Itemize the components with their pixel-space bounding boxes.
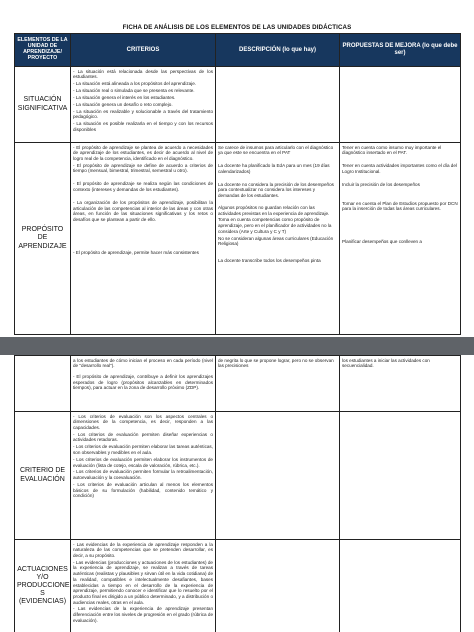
- descripcion-cell: [216, 412, 340, 540]
- table-row: [15, 143, 461, 335]
- criterio-item: - Las evidencias (producciones y actuaciones de los estudiantes) de la experiencia de aprendizaje, se realizan a través de tareas auténticas (realistas y plausibles y sirvan útil en la vida cotidiana) de la realidad, compatibles e intelectualmente desafiantes, bases establecidas a tiempo en el desarrollo de la experiencia de aprendizaje, permitiendo conocer e identificar que lo resuelto por el producto final es dirigido a un público determinado, y a distribución o audiencias reales, otras en el aula.: [73, 559, 213, 605]
- criterio-item: - Los criterios de evaluación permiten formular la retroalimentación, autoevaluación y la coevaluación.: [73, 469, 213, 481]
- descripcion-item: La docente transcribe todos los desempeños pinta: [218, 258, 321, 264]
- criterios-cell: [71, 67, 216, 143]
- analysis-table-continued: [14, 355, 461, 632]
- criterio-item: - El propósito de aprendizaje, permite hacer más consistentes: [73, 249, 199, 255]
- criterio-item: - Los criterios de evaluación articulan al menos los elementos básicos de su formulación (habilidad, contenido temático y condición): [73, 482, 213, 499]
- propuestas-cell: [340, 67, 461, 143]
- table-header-row: [15, 34, 461, 67]
- criterios-cell: [71, 356, 216, 412]
- criterio-item: - Los criterios de evaluación permiten elaborar los instrumentos de evaluación (lista de cotejo, escala de valoración, rúbrica, etc.).: [73, 456, 213, 468]
- criterios-cell: [71, 412, 216, 540]
- row-label-empty: [15, 356, 71, 412]
- criterio-item: - El propósito de aprendizaje se plantea de acuerdo a necesidades de aprendizaje de los estudiantes, es decir de acuerdo al nivel de logro real de la competencia, identificado en el diagnóstico.: [73, 144, 213, 161]
- criterio-item: - La situación es posible realizarla en el tiempo y con los recursos disponibles: [73, 121, 213, 132]
- document-page-2: [0, 355, 474, 632]
- descripcion-cell: [216, 67, 340, 143]
- criterio-item: - La situación genera el interés en los estudiantes.: [73, 94, 176, 100]
- propuestas-cell: [340, 540, 461, 632]
- criterio-item: a los estudiantes de cómo inician el proceso en cada período (nivel de "desarrollo real").: [73, 357, 213, 369]
- propuesta-item: Tener en cuenta actividades importantes como el día del Logro Institucional.: [342, 163, 457, 174]
- descripcion-item: Algunos propósitos no guardan relación con las actividades previstas en la experiencia de aprendizaje.: [218, 204, 330, 216]
- descripcion-cell: [216, 143, 340, 335]
- header-propuestas: PROPUESTAS DE MEJORA (lo que debe ser): [340, 34, 461, 67]
- propuesta-item: Tener en cuenta como insumo muy importante el diagnóstico insertado en el PAT.: [342, 144, 442, 156]
- criterio-item: - La organización de los propósitos de aprendizaje, posibilitan la articulación de las competencias al interior de las áreas y con otras áreas, en función de las situaciones significativas y los retos o desafíos que se plantean a partir de ello.: [73, 199, 213, 222]
- header-criterios: CRITERIOS: [71, 34, 216, 67]
- row-label-actuaciones: ACTUACIONES Y/O PRODUCCIONE S (EVIDENCIAS): [15, 540, 71, 632]
- row-label-proposito: PROPÓSITO DE APRENDIZAJE: [15, 143, 71, 335]
- descripcion-item: de negrita lo que se propone lograr, pero no se observan las precisiones: [218, 357, 334, 369]
- document-title: FICHA DE ANÁLISIS DE LOS ELEMENTOS DE LAS UNIDADES DIDÁCTICAS: [122, 24, 352, 31]
- row-label-situacion: SITUACIÓN SIGNIFICATIVA: [15, 67, 71, 143]
- criterio-item: - La situación está relacionada desde las perspectivas de los estudiantes.: [73, 68, 213, 80]
- descripcion-cell: [216, 540, 340, 632]
- criterio-item: - Las evidencias de la experiencia de aprendizaje responden a la naturaleza de las competencias que se pretenden desarrollar, es decir, a su propósito.: [73, 541, 213, 558]
- criterio-item: - La situación está alineada a los propósitos del aprendizaje.: [73, 81, 197, 87]
- table-row: [15, 67, 461, 143]
- criterios-cell: [71, 540, 216, 632]
- propuesta-item: los estudiantes a iniciar las actividades con secuencialidad.: [342, 357, 430, 369]
- propuesta-item: Planificar desempeños que conlleven a: [342, 239, 422, 245]
- descripcion-item: No se consideran algunas áreas curriculares (Educación Religiosa): [218, 235, 334, 247]
- descripcion-item: La docente no considera la precisión de los desempeños para contextualizar no considera los intereses y demandas de los estudiantes.: [218, 181, 334, 198]
- criterio-item: - Las evidencias de la experiencia de aprendizaje presentan diferenciación entre los niveles de progresión en el grado (rúbrica de evaluación).: [73, 606, 213, 623]
- header-descripcion: DESCRIPCIÓN (lo que hay): [216, 34, 340, 67]
- criterios-cell: [71, 143, 216, 335]
- criterio-item: - La situación real o simulada que se presenta es relevante.: [73, 87, 195, 93]
- header-elementos: ELEMENTOS DE LA UNIDAD DE APRENDIZAJE/ PROYECTO: [15, 34, 71, 67]
- descripcion-item: Toma en cuenta competencias como propósito de aprendizaje, pero en el planificador de actividades no la considera (Arte y Cultura y C y T): [218, 217, 332, 234]
- descripcion-item: La docente ha planificado la EdA para un mes (19 días calendarizados): [218, 163, 330, 174]
- analysis-table: [14, 33, 461, 335]
- propuestas-cell: [340, 356, 461, 412]
- propuestas-cell: [340, 143, 461, 335]
- criterio-item: - Los criterios de evaluación permiten diseñar experiencias o actividades retadoras.: [73, 431, 213, 443]
- criterio-item: - Los criterios de evaluación son los aspectos centrales o dimensiones de la competencia, es decir, responden a las capacidades.: [73, 413, 213, 430]
- criterio-item: - El propósito de aprendizaje se define de acuerdo a criterios de tiempo (mensual, bimestral, trimestral, semestral u otro).: [73, 162, 213, 174]
- table-row: [15, 540, 461, 632]
- criterio-item: - Los criterios de evaluación permiten elaborar las tareas auténticas, son observables y medibles en el aula.: [73, 444, 213, 455]
- criterio-item: - La situación genera un desafío o reto complejo.: [73, 101, 173, 107]
- descripcion-item: Se carece de insumos para articularlo con el diagnóstico ya que este se encuentra en el PAT: [218, 144, 334, 156]
- table-row: [15, 356, 461, 412]
- table-row: [15, 412, 461, 540]
- propuesta-item: Tomar en cuenta el Plan de Estudios propuesto por DCN para la inserción de todas las áreas curriculares.: [342, 200, 458, 212]
- criterio-item: - La situación es realizable y solucionable a través del tratamiento pedagógico.: [73, 108, 213, 120]
- descripcion-cell: [216, 356, 340, 412]
- propuestas-cell: [340, 412, 461, 540]
- row-label-criterio-evaluacion: CRITERIO DE EVALUACIÓN: [15, 412, 71, 540]
- criterio-item: - El propósito de aprendizaje, contribuye a definir los aprendizajes esperados de logro (propósitos alcanzables en determinados tiempos), para actuar en la zona de desarrollo próximo (ZDP).: [73, 374, 213, 391]
- criterio-item: - El propósito de aprendizaje se realiza según las condiciones de contexto (intereses y demandas de los estudiantes).: [73, 181, 213, 192]
- propuesta-item: Incluir la precisión de los desempeños: [342, 181, 420, 187]
